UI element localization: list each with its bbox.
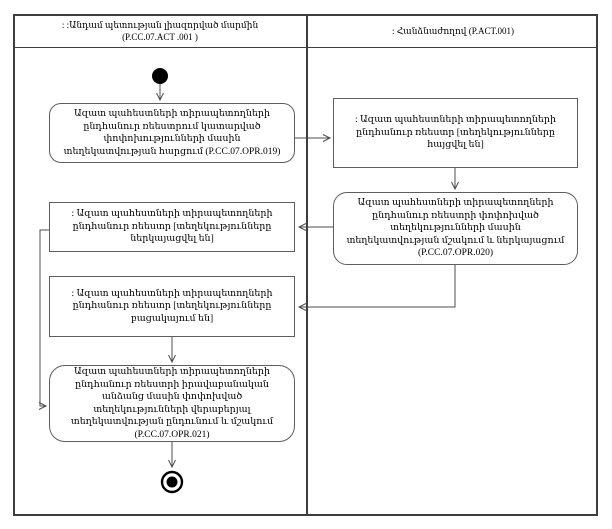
node-label: Ազատ պահեստների տիրապետողների ընդհանուր ռեեստրում կատարված փոփոխությունների մասին տեղեկատվության հարցում (P.CC.07.OPR.019)	[63, 109, 281, 157]
node-label: : Ազատ պահեստների տիրապետողների ընդհանուր ռեեստր [տեղեկությունները հայցվել են]	[355, 115, 556, 151]
action-request-info-opr019	[49, 103, 295, 163]
action-process-present-opr020	[333, 192, 578, 265]
swimlane-header-separator	[13, 47, 598, 48]
node-label: Ազատ պահեստների տիրապետողների ընդհանուր ռեեստրի իրավաբանական անձանց մասին փոփոխված տեղեկությունների վերաբերյալ տեղեկատվության ընդունում և մշակում (P.CC.07.OPR.021)	[70, 367, 274, 440]
node-label: : Ազատ պահեստների տիրապետողների ընդհանուր ռեեստր [տեղեկությունները ներկայացվել են]	[71, 209, 273, 245]
node-label: : Ազատ պահեստների տիրապետողների ընդհանուր ռեեստր [տեղեկությունները բացակայում են]	[71, 288, 273, 324]
object-register-requested	[333, 98, 578, 168]
node-label: Ազատ պահեստների տիրապետողների ընդհանուր ռեեստրի փոփոխված տեղեկությունների մասին տեղեկատվության մշակում և ներկայացում (P.CC.07.OPR.020)	[346, 198, 565, 259]
lane-title: : :Անդամ պետության լիազորված մարմին	[61, 19, 259, 30]
action-receive-process-opr021	[49, 365, 295, 442]
object-register-presented	[49, 202, 295, 252]
lane-title: : Հանձնաժողով (P.ACT.001)	[391, 25, 515, 36]
swimlane-divider	[306, 14, 308, 516]
object-register-absent	[49, 276, 295, 337]
lane-header-authorized-body	[13, 14, 307, 47]
lane-title-code: (P.CC.07.ACT .001 )	[122, 31, 198, 42]
lane-header-commission	[307, 14, 599, 47]
